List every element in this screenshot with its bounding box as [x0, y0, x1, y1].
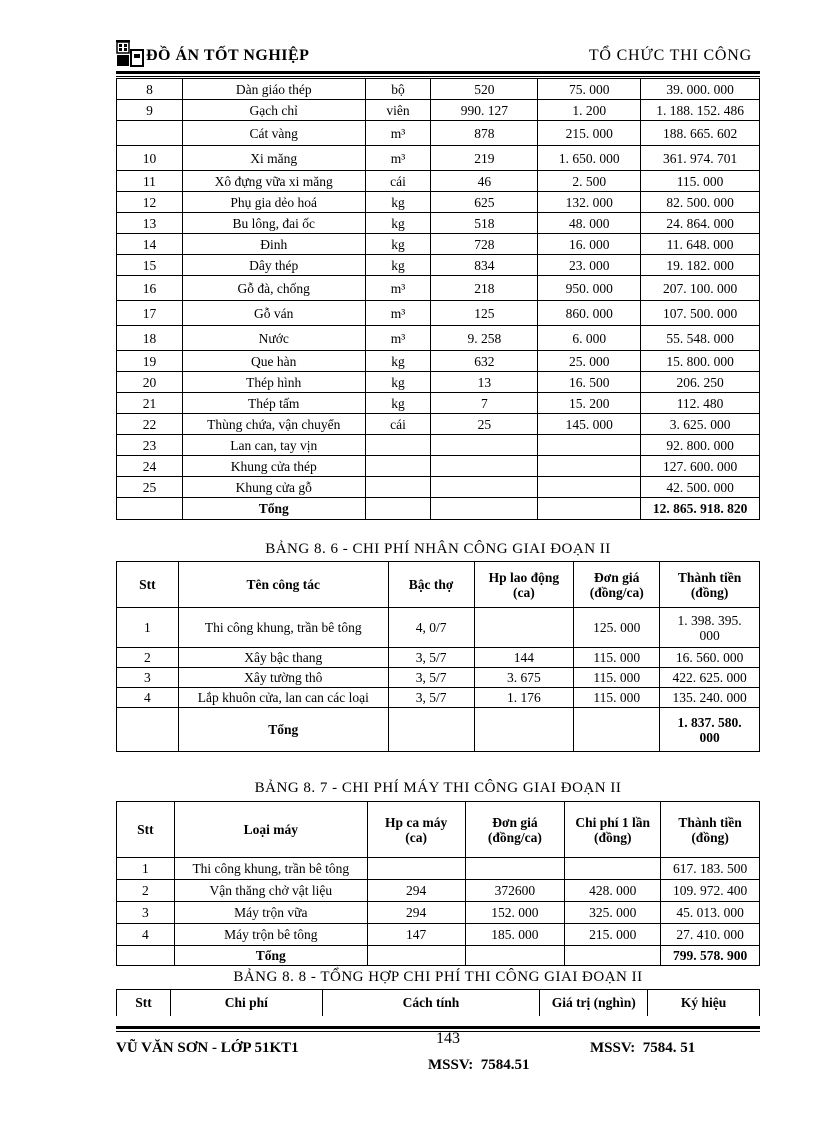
labor-amount: 135. 240. 000 — [660, 688, 760, 708]
materials-stt — [117, 121, 183, 146]
machine-stt: 4 — [117, 924, 175, 946]
labor-price: 115. 000 — [574, 648, 660, 668]
materials-amount: 127. 600. 000 — [641, 456, 760, 477]
machine-price: 185. 000 — [465, 924, 565, 946]
materials-name: Khung cửa thép — [182, 456, 365, 477]
materials-stt: 13 — [117, 213, 183, 234]
labor-amount: 1. 398. 395. 000 — [660, 608, 760, 648]
machine-once: 325. 000 — [565, 902, 661, 924]
materials-row — [117, 414, 760, 435]
materials-amount: 107. 500. 000 — [641, 301, 760, 326]
materials-amount: 188. 665. 602 — [641, 121, 760, 146]
materials-qty: 9. 258 — [431, 326, 538, 351]
materials-stt: 25 — [117, 477, 183, 498]
header-left-title: ĐỒ ÁN TỐT NGHIỆP — [146, 47, 310, 64]
labor-stt: 1 — [117, 608, 179, 648]
machine-shifts — [367, 858, 465, 880]
materials-name: Thép tấm — [182, 393, 365, 414]
materials-stt: 11 — [117, 171, 183, 192]
materials-unit — [365, 435, 431, 456]
machine-total-row — [117, 946, 760, 966]
footer-author: VŨ VĂN SƠN - LỚP 51KT1 — [116, 1040, 299, 1056]
materials-price: 950. 000 — [538, 276, 641, 301]
machine-stt: 2 — [117, 880, 175, 902]
materials-amount: 24. 864. 000 — [641, 213, 760, 234]
materials-row — [117, 171, 760, 192]
materials-qty: 990. 127 — [431, 100, 538, 121]
machine-amount: 109. 972. 400 — [661, 880, 760, 902]
labor-header-labor: Hp lao động (ca) — [474, 562, 574, 608]
materials-amount: 11. 648. 000 — [641, 234, 760, 255]
materials-name: Dàn giáo thép — [182, 79, 365, 100]
materials-row — [117, 234, 760, 255]
materials-name: Bu lông, đai ốc — [182, 213, 365, 234]
materials-price: 75. 000 — [538, 79, 641, 100]
materials-price: 15. 200 — [538, 393, 641, 414]
materials-name: Gạch chỉ — [182, 100, 365, 121]
materials-row — [117, 393, 760, 414]
materials-qty: 218 — [431, 276, 538, 301]
materials-row — [117, 79, 760, 100]
materials-qty: 518 — [431, 213, 538, 234]
labor-row — [117, 648, 760, 668]
machine-row — [117, 858, 760, 880]
materials-name: Gỗ đà, chống — [182, 276, 365, 301]
materials-unit: kg — [365, 351, 431, 372]
labor-grade: 3, 5/7 — [388, 668, 474, 688]
materials-price: 6. 000 — [538, 326, 641, 351]
materials-amount: 3. 625. 000 — [641, 414, 760, 435]
materials-row — [117, 192, 760, 213]
materials-name: Cát vàng — [182, 121, 365, 146]
materials-price: 25. 000 — [538, 351, 641, 372]
labor-grade: 3, 5/7 — [388, 688, 474, 708]
labor-header-price: Đơn giá (đồng/ca) — [574, 562, 660, 608]
summary-table-caption: BẢNG 8. 8 - TỔNG HỢP CHI PHÍ THI CÔNG GIAI ĐOẠN II — [233, 969, 643, 985]
materials-stt: 12 — [117, 192, 183, 213]
materials-price: 1. 650. 000 — [538, 146, 641, 171]
materials-amount: 92. 800. 000 — [641, 435, 760, 456]
materials-amount: 115. 000 — [641, 171, 760, 192]
materials-price: 23. 000 — [538, 255, 641, 276]
materials-qty: 632 — [431, 351, 538, 372]
materials-row — [117, 456, 760, 477]
machine-header-row — [117, 802, 760, 858]
materials-row — [117, 301, 760, 326]
summary-header-symbol: Ký hiệu — [648, 990, 760, 1016]
materials-qty — [431, 435, 538, 456]
materials-qty: 46 — [431, 171, 538, 192]
labor-total-label: Tổng — [178, 708, 388, 752]
materials-row — [117, 100, 760, 121]
materials-row — [117, 351, 760, 372]
labor-header-stt: Stt — [117, 562, 179, 608]
machine-shifts: 294 — [367, 902, 465, 924]
materials-amount: 42. 500. 000 — [641, 477, 760, 498]
footer-student-id-center: MSSV: 7584.51 — [428, 1057, 530, 1073]
labor-stt: 2 — [117, 648, 179, 668]
materials-stt: 20 — [117, 372, 183, 393]
materials-name: Xi măng — [182, 146, 365, 171]
materials-total-amount: 12. 865. 918. 820 — [641, 498, 760, 520]
materials-unit: m³ — [365, 276, 431, 301]
machine-name: Thi công khung, trần bê tông — [174, 858, 367, 880]
machine-stt: 3 — [117, 902, 175, 924]
materials-stt: 8 — [117, 79, 183, 100]
materials-stt: 23 — [117, 435, 183, 456]
materials-stt: 24 — [117, 456, 183, 477]
materials-name: Thép hình — [182, 372, 365, 393]
materials-unit: m³ — [365, 146, 431, 171]
machine-name: Máy trộn vữa — [174, 902, 367, 924]
header-right-title: TỔ CHỨC THI CÔNG — [588, 47, 752, 64]
labor-row — [117, 688, 760, 708]
labor-name: Xây bậc thang — [178, 648, 388, 668]
materials-stt: 17 — [117, 301, 183, 326]
labor-stt: 3 — [117, 668, 179, 688]
machine-once: 215. 000 — [565, 924, 661, 946]
labor-row — [117, 608, 760, 648]
materials-price: 16. 000 — [538, 234, 641, 255]
materials-unit: kg — [365, 213, 431, 234]
machine-once — [565, 858, 661, 880]
labor-total-amount: 1. 837. 580. 000 — [660, 708, 760, 752]
labor-shifts: 144 — [474, 648, 574, 668]
materials-row — [117, 255, 760, 276]
header-logo-icon — [116, 40, 146, 68]
materials-price: 16. 500 — [538, 372, 641, 393]
materials-stt: 16 — [117, 276, 183, 301]
materials-qty — [431, 456, 538, 477]
materials-row — [117, 146, 760, 171]
labor-header-name: Tên công tác — [178, 562, 388, 608]
materials-unit — [365, 456, 431, 477]
summary-header-method: Cách tính — [322, 990, 540, 1016]
materials-price — [538, 477, 641, 498]
materials-unit: kg — [365, 234, 431, 255]
materials-unit: kg — [365, 192, 431, 213]
labor-amount: 16. 560. 000 — [660, 648, 760, 668]
materials-table — [116, 78, 760, 520]
materials-amount: 1. 188. 152. 486 — [641, 100, 760, 121]
materials-name: Thùng chứa, vận chuyển — [182, 414, 365, 435]
materials-qty: 520 — [431, 79, 538, 100]
materials-name: Khung cửa gỗ — [182, 477, 365, 498]
header-rule-thick — [116, 71, 760, 74]
materials-name: Lan can, tay vịn — [182, 435, 365, 456]
machine-amount: 27. 410. 000 — [661, 924, 760, 946]
materials-unit: viên — [365, 100, 431, 121]
materials-stt: 18 — [117, 326, 183, 351]
summary-header-stt: Stt — [117, 990, 171, 1016]
machine-header-once: Chi phí 1 lần (đồng) — [565, 802, 661, 858]
materials-name: Que hàn — [182, 351, 365, 372]
footer-page-number: 143 — [436, 1030, 460, 1047]
footer-rule-thick — [116, 1026, 760, 1029]
materials-price: 1. 200 — [538, 100, 641, 121]
materials-stt: 15 — [117, 255, 183, 276]
materials-unit: m³ — [365, 301, 431, 326]
materials-price: 48. 000 — [538, 213, 641, 234]
labor-stt: 4 — [117, 688, 179, 708]
machine-shifts: 147 — [367, 924, 465, 946]
machine-header-price: Đơn giá (đồng/ca) — [465, 802, 565, 858]
machine-table — [116, 801, 760, 966]
materials-row — [117, 326, 760, 351]
machine-row — [117, 924, 760, 946]
machine-name: Máy trộn bê tông — [174, 924, 367, 946]
materials-unit — [365, 477, 431, 498]
labor-row — [117, 668, 760, 688]
labor-shifts: 3. 675 — [474, 668, 574, 688]
materials-amount: 55. 548. 000 — [641, 326, 760, 351]
materials-amount: 19. 182. 000 — [641, 255, 760, 276]
labor-table-caption: BẢNG 8. 6 - CHI PHÍ NHÂN CÔNG GIAI ĐOẠN II — [265, 541, 611, 557]
materials-amount: 15. 800. 000 — [641, 351, 760, 372]
materials-name: Gỗ ván — [182, 301, 365, 326]
labor-name: Xây tường thô — [178, 668, 388, 688]
summary-table — [116, 989, 760, 1016]
machine-name: Vận thăng chở vật liệu — [174, 880, 367, 902]
materials-qty: 728 — [431, 234, 538, 255]
materials-amount: 361. 974. 701 — [641, 146, 760, 171]
materials-unit: kg — [365, 255, 431, 276]
materials-amount: 206. 250 — [641, 372, 760, 393]
labor-shifts — [474, 608, 574, 648]
machine-row — [117, 880, 760, 902]
machine-price — [465, 858, 565, 880]
machine-stt: 1 — [117, 858, 175, 880]
materials-price — [538, 456, 641, 477]
materials-name: Dây thép — [182, 255, 365, 276]
materials-row — [117, 372, 760, 393]
machine-header-name: Loại máy — [174, 802, 367, 858]
materials-unit: cái — [365, 171, 431, 192]
materials-stt: 10 — [117, 146, 183, 171]
materials-stt: 22 — [117, 414, 183, 435]
machine-table-caption: BẢNG 8. 7 - CHI PHÍ MÁY THI CÔNG GIAI ĐOẠN II — [254, 780, 622, 796]
labor-header-grade: Bậc thợ — [388, 562, 474, 608]
materials-stt: 9 — [117, 100, 183, 121]
labor-amount: 422. 625. 000 — [660, 668, 760, 688]
materials-qty: 13 — [431, 372, 538, 393]
materials-qty: 125 — [431, 301, 538, 326]
materials-row — [117, 276, 760, 301]
materials-amount: 39. 000. 000 — [641, 79, 760, 100]
labor-price: 115. 000 — [574, 688, 660, 708]
labor-grade: 3, 5/7 — [388, 648, 474, 668]
materials-qty — [431, 477, 538, 498]
materials-name: Phụ gia dẻo hoá — [182, 192, 365, 213]
materials-unit: m³ — [365, 121, 431, 146]
machine-shifts: 294 — [367, 880, 465, 902]
materials-unit: m³ — [365, 326, 431, 351]
labor-total-row — [117, 708, 760, 752]
machine-total-amount: 799. 578. 900 — [661, 946, 760, 966]
materials-qty: 625 — [431, 192, 538, 213]
machine-amount: 45. 013. 000 — [661, 902, 760, 924]
machine-amount: 617. 183. 500 — [661, 858, 760, 880]
materials-price: 145. 000 — [538, 414, 641, 435]
materials-price: 132. 000 — [538, 192, 641, 213]
labor-table — [116, 561, 760, 752]
materials-price: 2. 500 — [538, 171, 641, 192]
materials-qty: 878 — [431, 121, 538, 146]
machine-header-amount: Thành tiền (đồng) — [661, 802, 760, 858]
materials-stt: 21 — [117, 393, 183, 414]
machine-price: 372600 — [465, 880, 565, 902]
machine-price: 152. 000 — [465, 902, 565, 924]
materials-row — [117, 121, 760, 146]
machine-row — [117, 902, 760, 924]
labor-name: Thi công khung, trần bê tông — [178, 608, 388, 648]
materials-name: Đinh — [182, 234, 365, 255]
materials-unit: kg — [365, 372, 431, 393]
materials-total-label: Tổng — [182, 498, 365, 520]
summary-header-value: Giá trị (nghìn) — [540, 990, 648, 1016]
labor-header-amount: Thành tiền (đồng) — [660, 562, 760, 608]
materials-amount: 207. 100. 000 — [641, 276, 760, 301]
materials-name: Nước — [182, 326, 365, 351]
materials-row — [117, 213, 760, 234]
materials-qty: 25 — [431, 414, 538, 435]
materials-amount: 82. 500. 000 — [641, 192, 760, 213]
materials-total-row — [117, 498, 760, 520]
labor-price: 125. 000 — [574, 608, 660, 648]
materials-row — [117, 477, 760, 498]
materials-stt: 19 — [117, 351, 183, 372]
summary-header-cost: Chi phí — [170, 990, 322, 1016]
materials-qty: 834 — [431, 255, 538, 276]
footer-student-id-right: MSSV: 7584. 51 — [590, 1040, 696, 1056]
labor-price: 115. 000 — [574, 668, 660, 688]
machine-header-stt: Stt — [117, 802, 175, 858]
materials-unit: bộ — [365, 79, 431, 100]
machine-header-shifts: Hp ca máy (ca) — [367, 802, 465, 858]
materials-price: 860. 000 — [538, 301, 641, 326]
header-rule-thin — [116, 76, 760, 77]
labor-name: Lắp khuôn cửa, lan can các loại — [178, 688, 388, 708]
labor-grade: 4, 0/7 — [388, 608, 474, 648]
machine-once: 428. 000 — [565, 880, 661, 902]
materials-unit: cái — [365, 414, 431, 435]
labor-shifts: 1. 176 — [474, 688, 574, 708]
materials-stt: 14 — [117, 234, 183, 255]
materials-qty: 219 — [431, 146, 538, 171]
machine-total-label: Tổng — [174, 946, 367, 966]
materials-amount: 112. 480 — [641, 393, 760, 414]
labor-header-row — [117, 562, 760, 608]
materials-row — [117, 435, 760, 456]
materials-price — [538, 435, 641, 456]
summary-header-row — [117, 990, 760, 1016]
materials-price: 215. 000 — [538, 121, 641, 146]
materials-name: Xô đựng vữa xi măng — [182, 171, 365, 192]
materials-qty: 7 — [431, 393, 538, 414]
materials-unit: kg — [365, 393, 431, 414]
